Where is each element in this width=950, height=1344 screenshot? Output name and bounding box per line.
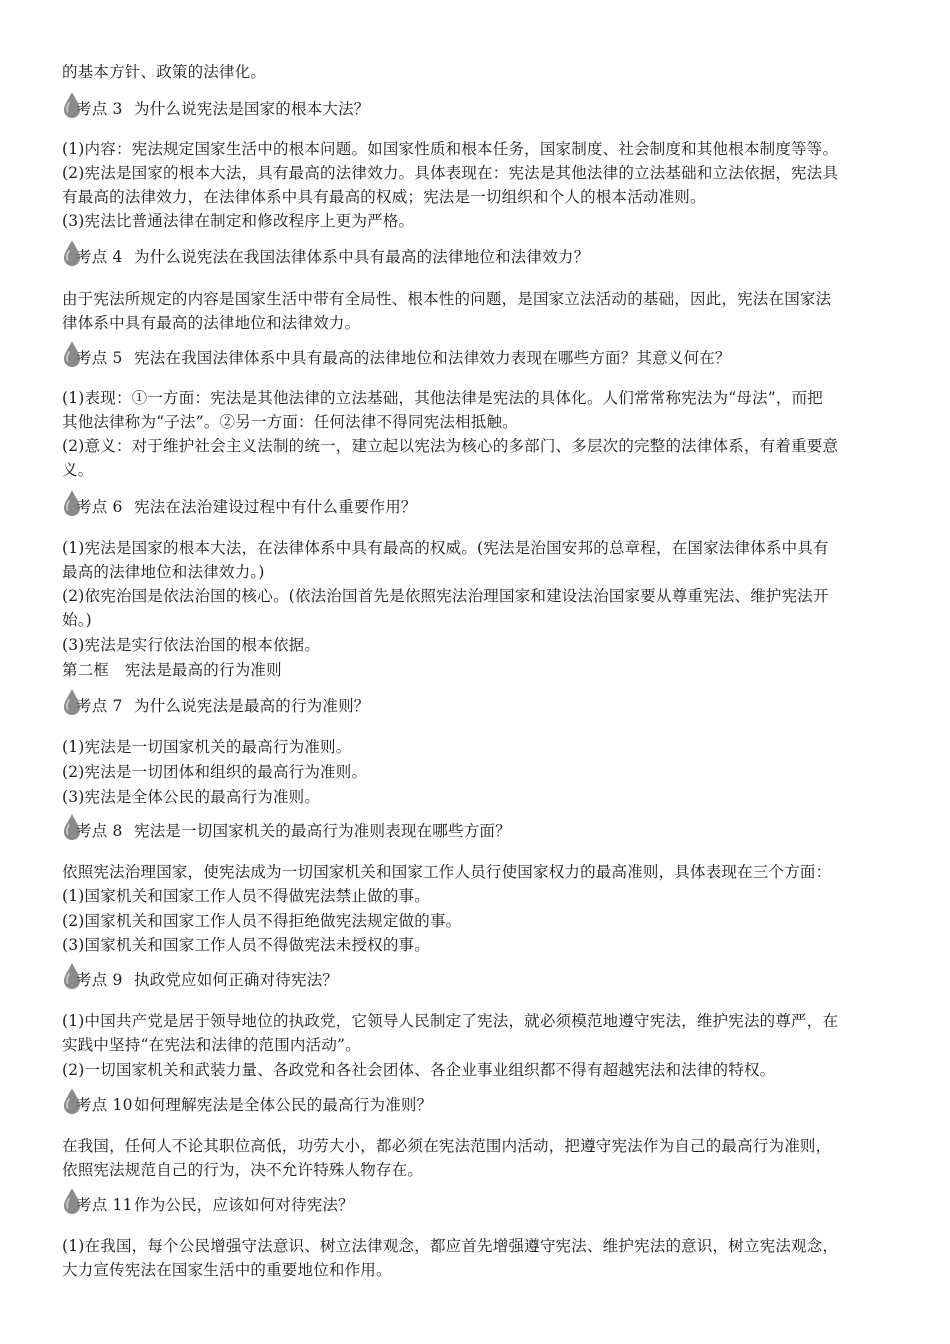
heading-title: 宪法在法治建设过程中有什么重要作用？ [134,498,417,516]
heading-title: 为什么说宪法在我国法律体系中具有最高的法律地位和法律效力？ [134,248,590,266]
paragraph-line: (1)内容：宪法规定国家生活中的根本问题。如国家性质和根本任务，国家制度、社会制度和其他根本制度等等。 [62,140,839,158]
paragraph-line: (2)依宪治国是依法治国的核心。(依法治国首先是依照宪法治理国家和建设法治国家要从尊重宪法、维护宪法开 [62,587,829,605]
paragraph-line: (1)宪法是一切国家机关的最高行为准则。 [62,738,352,756]
paragraph-line: (2)意义：对于维护社会主义法制的统一，建立起以宪法为核心的多部门、多层次的完整的法律体系，有着重要意 [62,437,839,455]
paragraph-line: 其他法律称为“子法”。②另一方面：任何法律不得同宪法相抵触。 [62,413,518,431]
paragraph-line: 依照宪法规范自己的行为，决不允许特殊人物存在。 [62,1161,424,1179]
paragraph-line: 始。) [62,611,92,629]
paragraph-line: (1)宪法是国家的根本大法，在法律体系中具有最高的权威。(宪法是治国安邦的总章程，在国家法律体系中具有 [62,539,829,557]
heading-title: 如何理解宪法是全体公民的最高行为准则？ [134,1096,433,1114]
heading-number: 考点 4 [76,248,123,266]
paragraph-line: (3)宪法是实行依法治国的根本依据。 [62,636,321,654]
heading-number: 考点 3 [76,100,123,118]
paragraph-line: 大力宣传宪法在国家生活中的重要地位和作用。 [62,1261,392,1279]
paragraph-line: 义。 [62,461,94,479]
paragraph-line: 在我国，任何人不论其职位高低，功劳大小，都必须在宪法范围内活动，把遵守宪法作为自己的最高行为准则， [62,1137,832,1155]
paragraph-line: 的基本方针、政策的法律化。 [62,63,267,81]
heading-number: 考点 11 [76,1196,133,1214]
paragraph-line: 有最高的法律效力，在法律体系中具有最高的权威；宪法是一切组织和个人的根本活动准则。 [62,188,706,206]
paragraph-line: (2)宪法是一切团体和组织的最高行为准则。 [62,763,368,781]
heading-title: 执政党应如何正确对待宪法？ [134,971,339,989]
paragraph-line: 依照宪法治理国家，使宪法成为一切国家机关和国家工作人员行使国家权力的最高准则，具体表现在三个方面： [62,863,832,881]
heading-title: 宪法在我国法律体系中具有最高的法律地位和法律效力表现在哪些方面？其意义何在？ [134,349,731,367]
paragraph-line: (3)宪法是全体公民的最高行为准则。 [62,788,321,806]
heading-title: 为什么说宪法是国家的根本大法？ [134,100,370,118]
paragraph-line: (3)宪法比普通法律在制定和修改程序上更为严格。 [62,212,415,230]
paragraph-line: 律体系中具有最高的法律地位和法律效力。 [62,314,361,332]
paragraph-line: (1)中国共产党是居于领导地位的执政党，它领导人民制定了宪法，就必须模范地遵守宪法，维护宪法的尊严，在 [62,1012,839,1030]
heading-number: 考点 6 [76,498,123,516]
subsection-title: 第二框 宪法是最高的行为准则 [62,661,282,679]
paragraph-line: (2)国家机关和国家工作人员不得拒绝做宪法规定做的事。 [62,912,462,930]
heading-number: 考点 8 [76,822,123,840]
heading-title: 宪法是一切国家机关的最高行为准则表现在哪些方面？ [134,822,511,840]
heading-number: 考点 9 [76,971,123,989]
paragraph-line: (2)一切国家机关和武装力量、各政党和各社会团体、各企业事业组织都不得有超越宪法和法律的特权。 [62,1061,776,1079]
paragraph-line: (1)国家机关和国家工作人员不得做宪法禁止做的事。 [62,887,430,905]
paragraph-line: (2)宪法是国家的根本大法，具有最高的法律效力。具体表现在：宪法是其他法律的立法基础和立法依据，宪法具 [62,164,839,182]
heading-number: 考点 10 [76,1096,133,1114]
paragraph-line: (1)表现：①一方面：宪法是其他法律的立法基础，其他法律是宪法的具体化。人们常常称宪法为“母法”，而把 [62,389,824,407]
paragraph-line: 由于宪法所规定的内容是国家生活中带有全局性、根本性的问题，是国家立法活动的基础，因此，宪法在国家法 [62,290,832,308]
paragraph-line: (1)在我国，每个公民增强守法意识、树立法律观念，都应首先增强遵守宪法、维护宪法的意识，树立宪法观念， [62,1237,839,1255]
heading-title: 为什么说宪法是最高的行为准则？ [134,697,370,715]
heading-title: 作为公民，应该如何对待宪法？ [134,1196,354,1214]
paragraph-line: 实践中坚持“在宪法和法律的范围内活动”。 [62,1036,361,1054]
heading-number: 考点 7 [76,697,123,715]
paragraph-line: (3)国家机关和国家工作人员不得做宪法未授权的事。 [62,936,430,954]
heading-number: 考点 5 [76,349,123,367]
paragraph-line: 最高的法律地位和法律效力。) [62,563,265,581]
